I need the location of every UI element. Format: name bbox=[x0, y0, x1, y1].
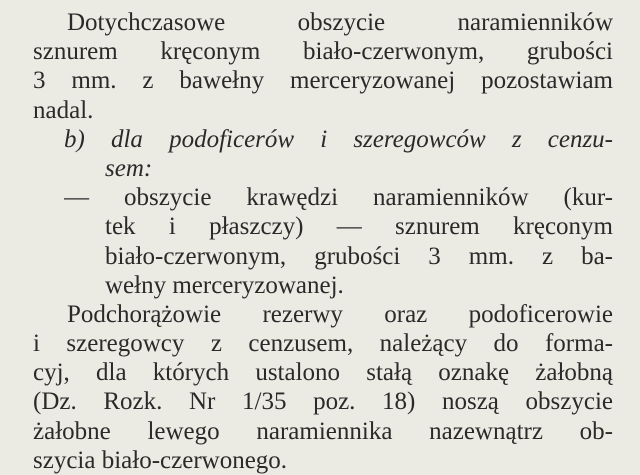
text-line: nadal. bbox=[33, 96, 94, 124]
text-line: żałobne lewego naramiennika nazewnątrz ob- bbox=[33, 417, 613, 445]
text-line: cyj, dla których ustalono stałą oznakę żałobną bbox=[33, 359, 613, 387]
dash-item-line: wełny merceryzowanej. bbox=[105, 271, 344, 299]
dash-item-line: — obszycie krawędzi naramienników (kur- bbox=[64, 184, 613, 212]
subsection-heading-line: sem: bbox=[105, 154, 153, 182]
text-line: szycia biało-czerwonego. bbox=[33, 446, 288, 474]
dash-item-line: biało-czerwonym, grubości 3 mm. z ba- bbox=[105, 242, 613, 270]
text-line: Podchorążowie rezerwy oraz podoficerowie bbox=[67, 300, 613, 328]
text-line: sznurem kręconym biało-czerwonym, grubości bbox=[33, 38, 613, 66]
text-line: (Dz. Rozk. Nr 1/35 poz. 18) noszą obszycie bbox=[33, 388, 613, 416]
text-line: i szeregowcy z cenzusem, należący do forma- bbox=[33, 330, 613, 358]
subsection-heading-line: b) dla podoficerów i szeregowców z cenzu- bbox=[64, 125, 613, 153]
text-line: 3 mm. z bawełny merceryzowanej pozostawiam bbox=[33, 67, 613, 95]
text-line: Dotychczasowe obszycie naramienników bbox=[67, 9, 613, 36]
dash-item-line: tek i płaszczy) — sznurem kręconym bbox=[105, 213, 613, 241]
